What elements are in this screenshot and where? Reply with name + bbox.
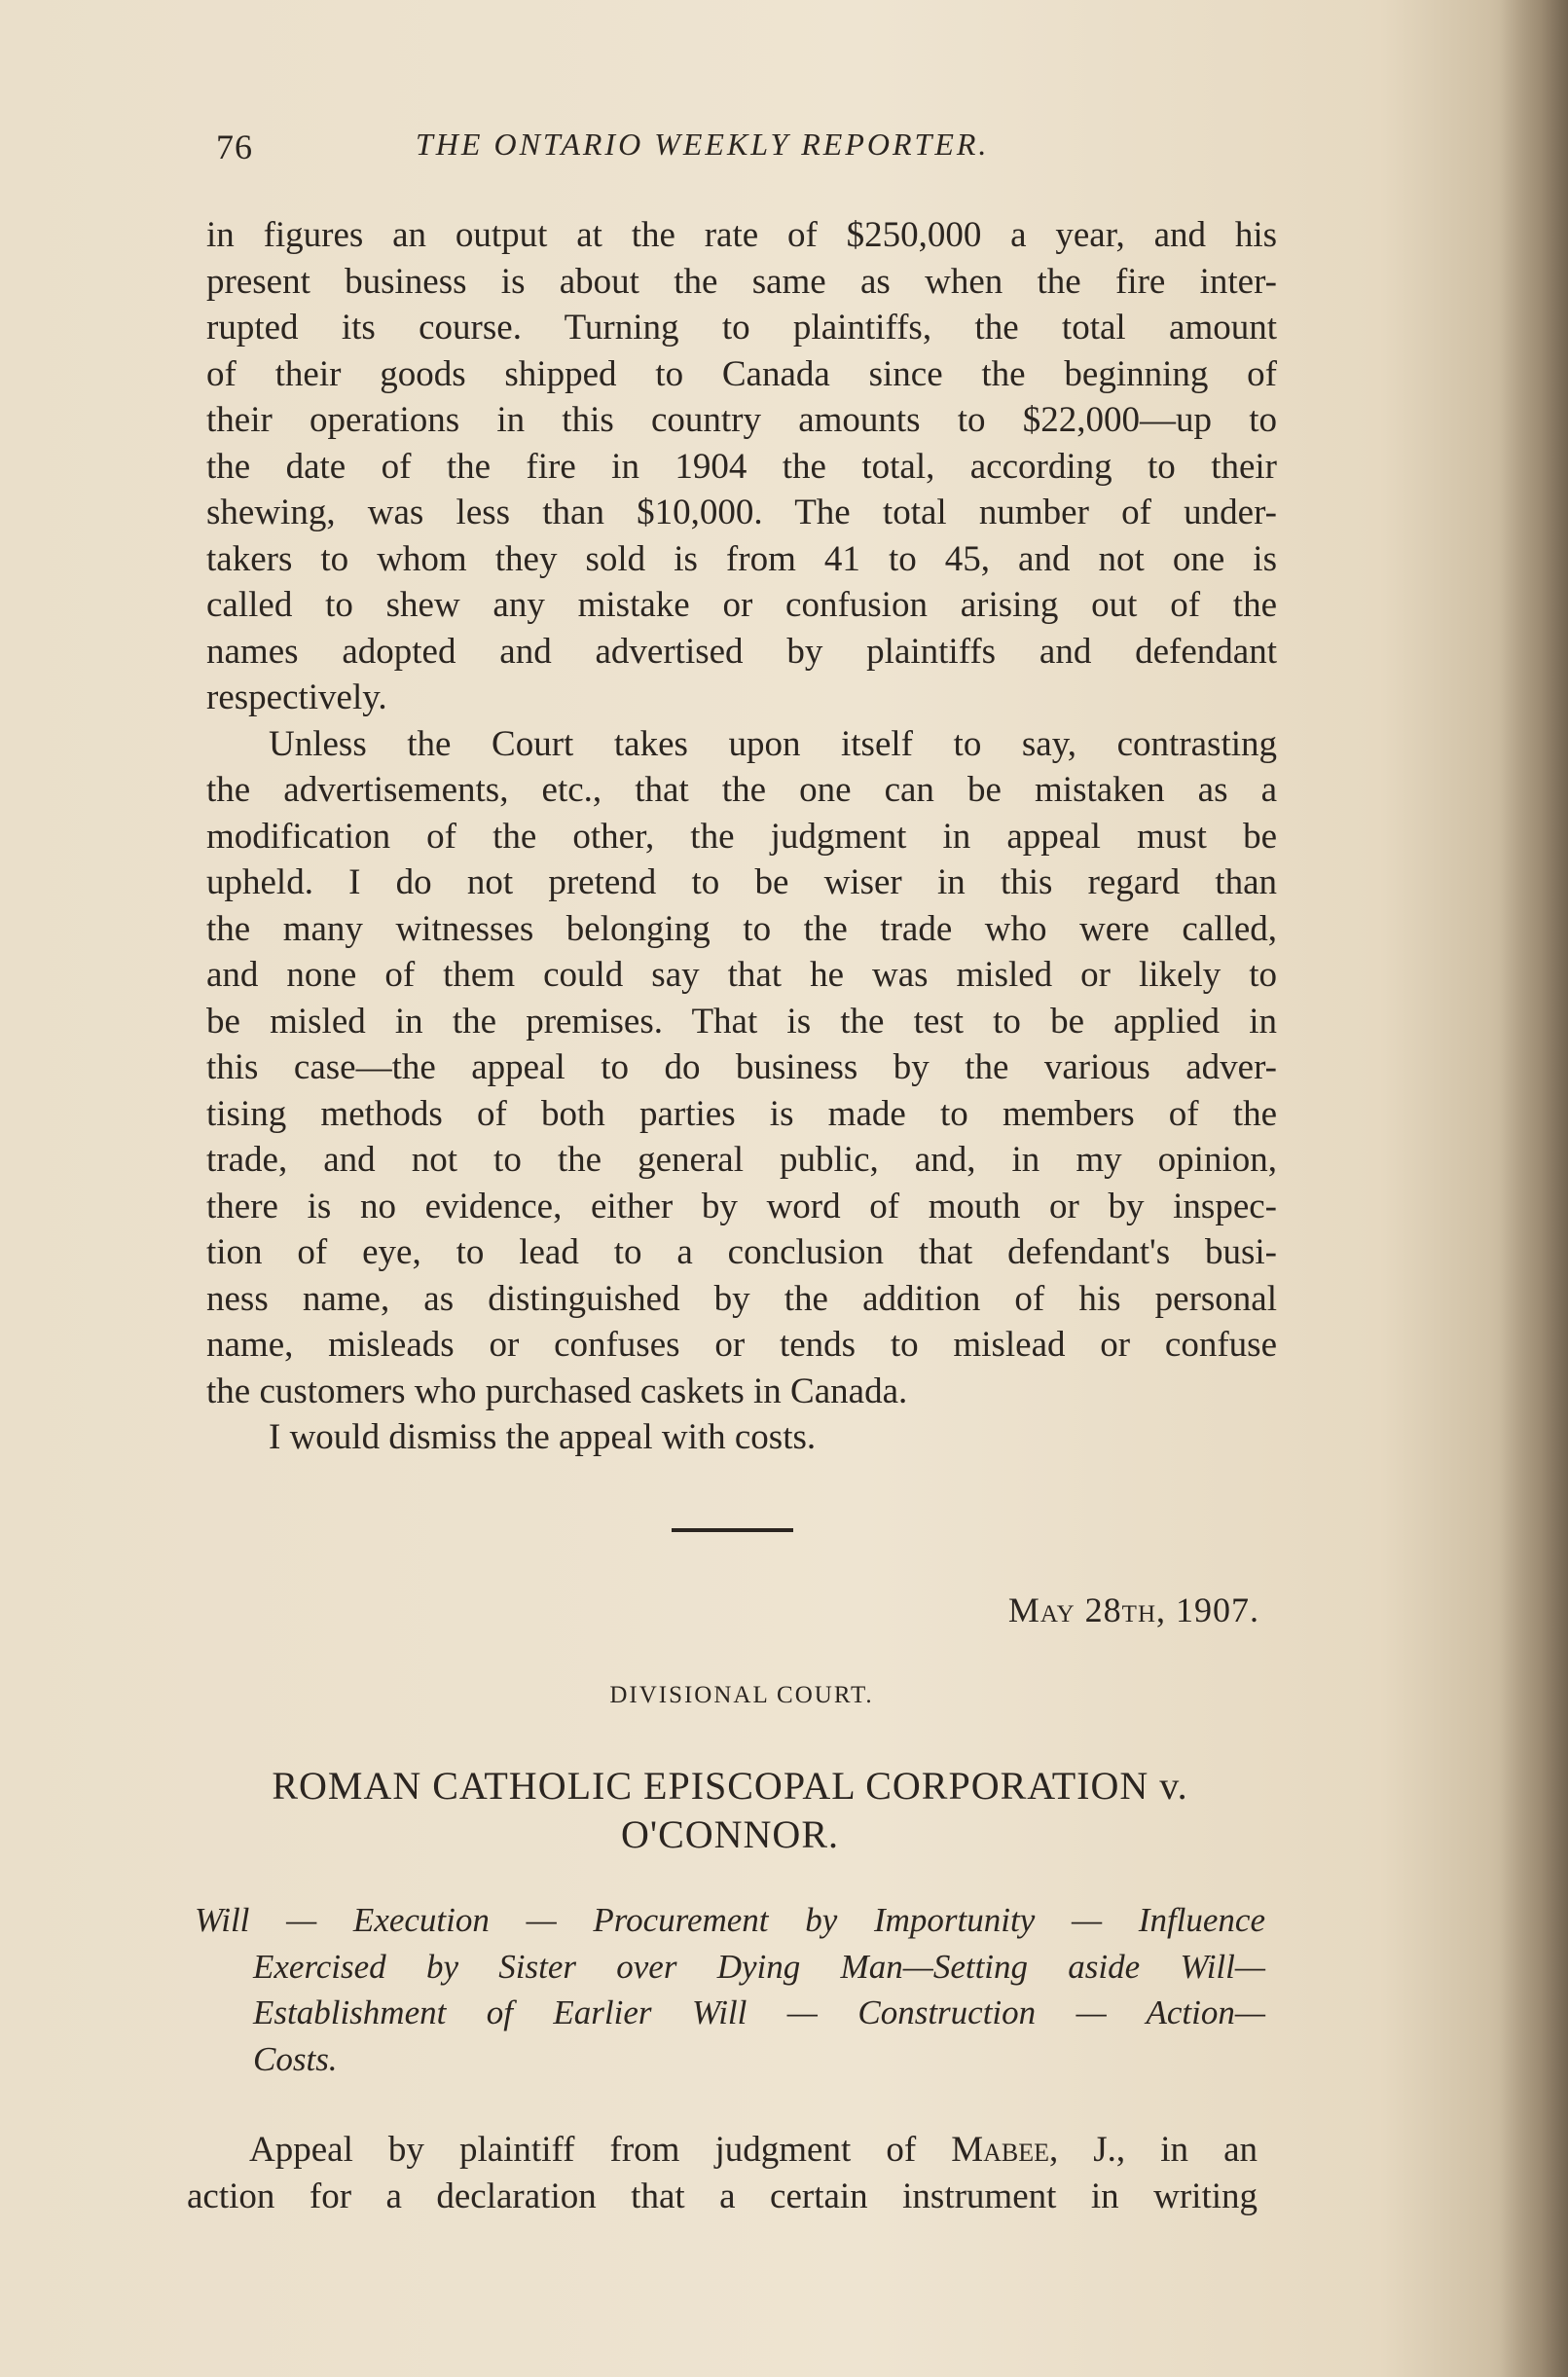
text-line: ness name, as distinguished by the addition of his personal <box>206 1278 1277 1319</box>
text-line: shewing, was less than $10,000. The total number of under- <box>206 493 1277 532</box>
text-line: takers to whom they sold is from 41 to 45, and not one is <box>206 538 1277 579</box>
appeal-text: , J., in an <box>1048 2130 1258 2170</box>
judge-name: Mabee <box>951 2130 1049 2170</box>
text-line: present business is about the same as when the fire inter- <box>206 261 1277 302</box>
headnote-line: Costs. <box>253 2039 338 2078</box>
text-line: tion of eye, to lead to a conclusion that defendant's busi- <box>206 1232 1277 1272</box>
opinion-text <box>206 212 1277 1461</box>
case-title <box>195 1762 1265 1859</box>
headnote-line: Exercised by Sister over Dying Man—Setting aside Will— <box>253 1947 1265 1986</box>
text-line: of their goods shipped to Canada since the beginning of <box>206 353 1277 394</box>
decision-date: May 28th, 1907. <box>1007 1591 1259 1629</box>
case-title-line: O'CONNOR. <box>621 1812 839 1856</box>
journal-title: THE ONTARIO WEEKLY REPORTER. <box>416 127 990 162</box>
text-line: the customers who purchased caskets in Canada. <box>206 1371 908 1411</box>
text-line: tising methods of both parties is made to members of the <box>206 1093 1277 1134</box>
text-line: in figures an output at the rate of $250,000 a year, and his <box>206 215 1277 255</box>
appeal-text: Appeal by plaintiff from judgment of <box>249 2130 917 2170</box>
text-line: there is no evidence, either by word of mouth or by inspec- <box>206 1186 1277 1226</box>
text-line: trade, and not to the general public, and, in my opinion, <box>206 1140 1277 1180</box>
headnote-line: Will — Execution — Procurement by Importunity — Influence <box>195 1901 1265 1939</box>
text-line: name, misleads or confuses or tends to mislead or confuse <box>206 1325 1277 1365</box>
text-line: called to shew any mistake or confusion arising out of the <box>206 585 1277 625</box>
text-line: their operations in this country amounts to $22,000—up to <box>206 400 1277 440</box>
text-line: the advertisements, etc., that the one can be mistaken as a <box>206 770 1277 810</box>
text-line: be misled in the premises. That is the test to be applied in <box>206 1001 1277 1042</box>
binding-edge-shadow <box>1500 0 1568 2377</box>
text-line <box>187 2127 1258 2174</box>
text-line: modification of the other, the judgment in appeal must be <box>206 816 1277 857</box>
text-line: the many witnesses belonging to the trade who were called, <box>206 908 1277 949</box>
case-title-line: ROMAN CATHOLIC EPISCOPAL CORPORATION v. <box>272 1764 1188 1808</box>
appeal-paragraph <box>187 2127 1258 2219</box>
text-line: I would dismiss the appeal with costs. <box>269 1417 817 1457</box>
text-line: names adopted and advertised by plaintiffs and defendant <box>206 631 1277 672</box>
section-divider <box>672 1528 793 1532</box>
text-line: upheld. I do not pretend to be wiser in this regard than <box>206 862 1277 902</box>
text-line: respectively. <box>206 677 387 717</box>
running-head <box>216 127 1287 175</box>
text-line: and none of them could say that he was misled or likely to <box>206 955 1277 995</box>
text-line: action for a declaration that a certain instrument in writing <box>187 2176 1258 2216</box>
headnote-line: Establishment of Earlier Will — Construction — Action— <box>253 1993 1265 2031</box>
court-name: DIVISIONAL COURT. <box>609 1682 874 1708</box>
page-number: 76 <box>216 128 253 166</box>
text-line: rupted its course. Turning to plaintiffs, the total amount <box>206 308 1277 347</box>
text-line: the date of the fire in 1904 the total, according to their <box>206 446 1277 487</box>
text-line: Unless the Court takes upon itself to say, contrasting <box>269 723 1277 764</box>
text-line: this case—the appeal to do business by the various adver- <box>206 1047 1277 1087</box>
headnote <box>195 1898 1265 2083</box>
